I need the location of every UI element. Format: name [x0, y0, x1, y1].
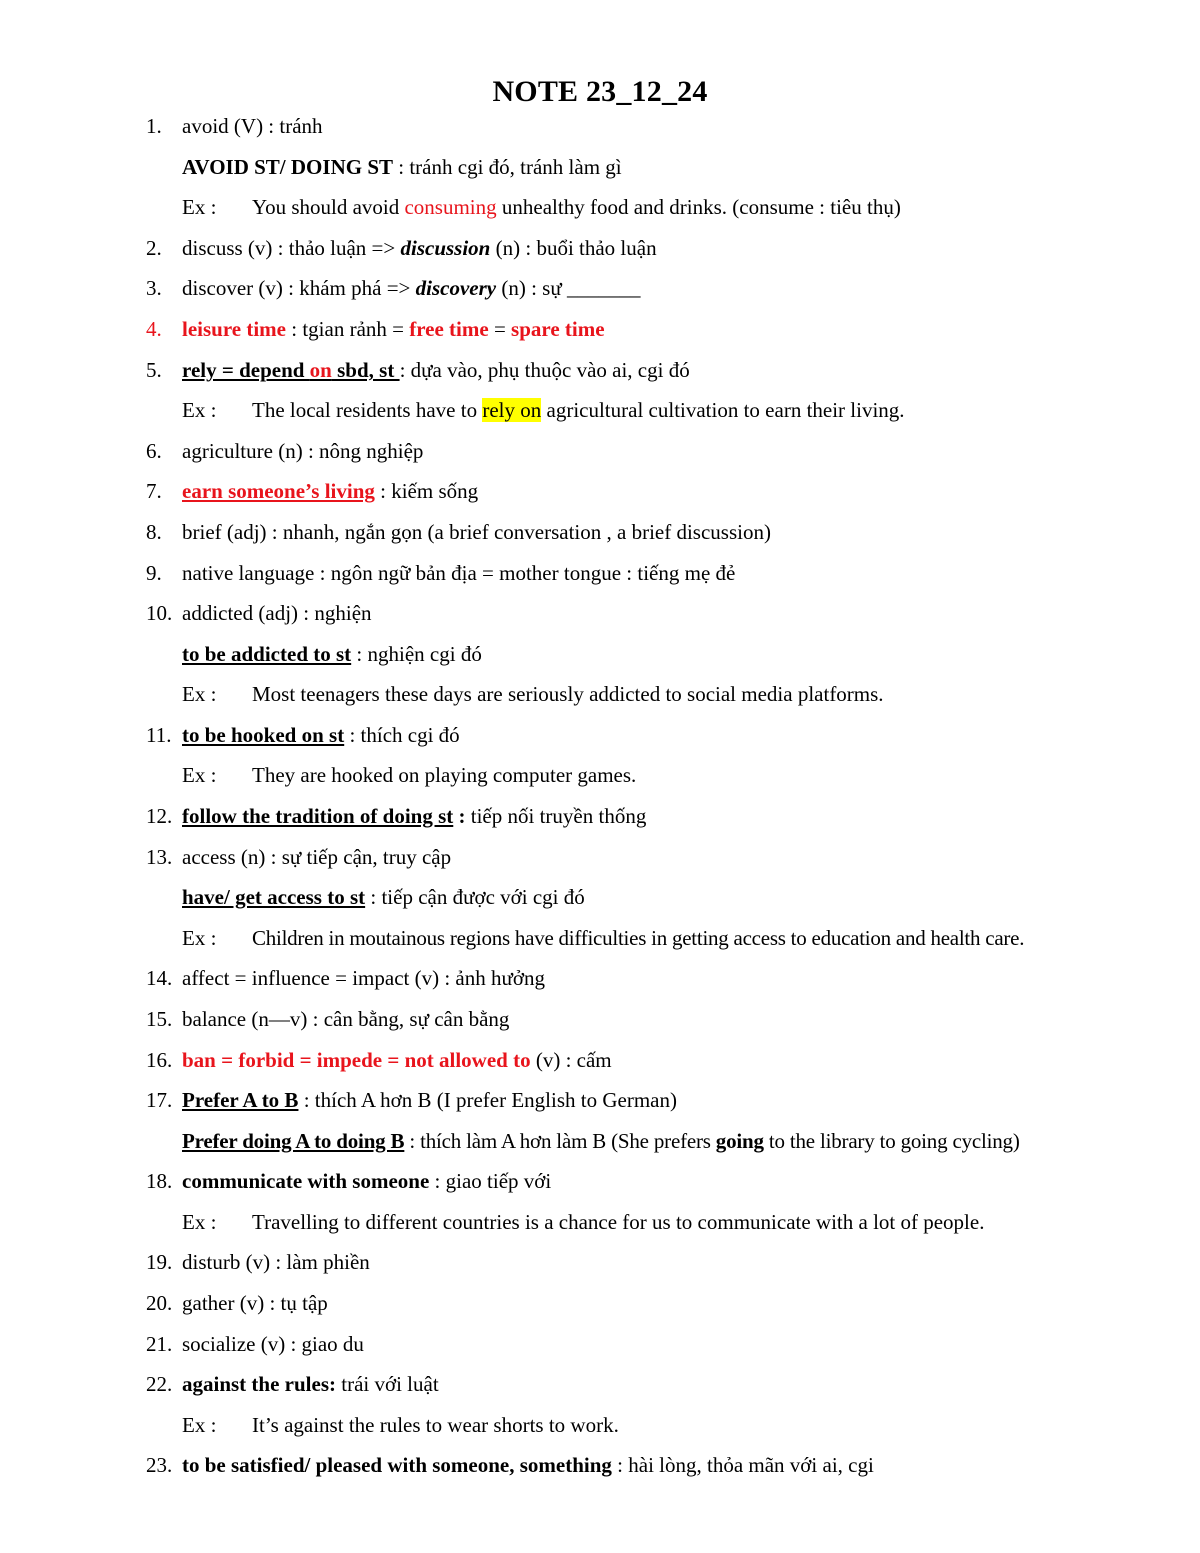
item-text — [182, 315, 605, 343]
phrase-bold-underline: have/ get access to st — [182, 885, 366, 909]
item-text — [182, 1370, 439, 1398]
item-number: 5. — [146, 358, 162, 382]
text-part: discover (v) : khám phá => — [182, 276, 416, 300]
text-part: (n) : sự _______ — [496, 276, 641, 300]
item-number: 14. — [146, 966, 173, 990]
item-text: gather (v) : tụ tập — [182, 1291, 328, 1315]
meaning: trái với luật — [336, 1372, 439, 1396]
example-label: Ex : — [182, 763, 217, 787]
meaning: : nghiện cgi đó — [351, 642, 482, 666]
example-text — [252, 193, 901, 221]
example-part: unhealthy food and drinks. (consume : tiêu thụ) — [496, 195, 901, 219]
item-number: 4. — [146, 317, 162, 341]
meaning: (v) : cấm — [530, 1048, 612, 1072]
item-number: 3. — [146, 276, 162, 300]
item-text — [182, 477, 478, 505]
phrase-bold: leisure time — [182, 317, 286, 341]
meaning: : tgian rảnh = — [286, 317, 410, 341]
item-text: access (n) : sự tiếp cận, truy cập — [182, 845, 452, 869]
example-label: Ex : — [182, 1413, 217, 1437]
phrase-bold-underline: follow the tradition of doing st — [182, 804, 454, 828]
item-number: 11. — [146, 723, 172, 747]
phrase-bold-underline: to be hooked on st — [182, 723, 345, 747]
highlight-yellow: rely on — [482, 398, 542, 422]
item-number: 9. — [146, 561, 162, 585]
phrase-bold-underline: to be addicted to st — [182, 642, 352, 666]
item-text: addicted (adj) : nghiện — [182, 601, 372, 625]
item-number: 10. — [146, 601, 173, 625]
item-number: 13. — [146, 845, 173, 869]
item-text — [182, 1451, 874, 1479]
meaning: : thích cgi đó — [344, 723, 460, 747]
example-text — [252, 396, 905, 424]
text-part: discuss (v) : thảo luận => — [182, 236, 401, 260]
item-text — [182, 153, 622, 181]
item-text — [182, 1127, 1020, 1155]
item-number: 6. — [146, 439, 162, 463]
meaning: : kiếm sống — [374, 479, 479, 503]
item-text — [182, 883, 585, 911]
item-number: 12. — [146, 804, 173, 828]
phrase-part: sbd, st — [331, 358, 400, 382]
item-number: 22. — [146, 1372, 173, 1396]
highlight-red: on — [309, 358, 332, 382]
meaning: : tiếp cận được với cgi đó — [365, 885, 585, 909]
example-label: Ex : — [182, 398, 217, 422]
item-number: 8. — [146, 520, 162, 544]
phrase-bold-underline: Prefer A to B — [182, 1088, 299, 1112]
phrase-bold: AVOID ST/ DOING ST — [182, 155, 394, 179]
page-title: NOTE 23_12_24 — [492, 75, 708, 108]
item-number: 19. — [146, 1250, 173, 1274]
item-text — [182, 721, 460, 749]
meaning: : dựa vào, phụ thuộc vào ai, cgi đó — [399, 358, 690, 382]
phrase-bold: spare time — [511, 317, 605, 341]
item-number: 17. — [146, 1088, 173, 1112]
phrase-bold-red: ban = forbid = impede = not allowed to — [182, 1048, 531, 1072]
phrase-bold: free time — [409, 317, 489, 341]
example-part: The local residents have to — [252, 398, 483, 422]
example-text: Children in moutainous regions have difficulties in getting access to education and health care. — [252, 926, 1025, 950]
phrase-bold-underline — [182, 358, 400, 382]
phrase-bold-underline: Prefer doing A to doing B — [182, 1129, 405, 1153]
phrase-bold-italic: discussion — [400, 236, 491, 260]
meaning: tiếp nối truyền thống — [465, 804, 647, 828]
text-part: (n) : buổi thảo luận — [490, 236, 657, 260]
item-text — [182, 640, 482, 668]
item-text — [182, 1167, 551, 1195]
item-text: affect = influence = impact (v) : ảnh hưởng — [182, 966, 545, 990]
phrase-bold: against the rules: — [182, 1372, 336, 1396]
example-label: Ex : — [182, 1210, 217, 1234]
item-text: native language : ngôn ngữ bản địa = mother tongue : tiếng mẹ đẻ — [182, 561, 736, 585]
colon: : — [453, 804, 466, 828]
example-label: Ex : — [182, 926, 217, 950]
meaning: : thích làm A hơn làm B (She prefers — [404, 1129, 716, 1153]
item-text: avoid (V) : tránh — [182, 114, 323, 138]
item-text — [182, 1046, 612, 1074]
item-number: 15. — [146, 1007, 173, 1031]
item-number: 23. — [146, 1453, 173, 1477]
example-text: It’s against the rules to wear shorts to work. — [252, 1413, 619, 1437]
item-number: 7. — [146, 479, 162, 503]
item-text: balance (n—v) : cân bằng, sự cân bằng — [182, 1007, 510, 1031]
example-label: Ex : — [182, 682, 217, 706]
item-number: 18. — [146, 1169, 173, 1193]
meaning: : thích A hơn B (I prefer English to German) — [298, 1088, 677, 1112]
example-part: You should avoid — [252, 195, 405, 219]
phrase-bold: communicate with someone — [182, 1169, 430, 1193]
example-part: agricultural cultivation to earn their living. — [541, 398, 905, 422]
item-text: disturb (v) : làm phiền — [182, 1250, 370, 1274]
item-text: brief (adj) : nhanh, ngắn gọn (a brief conversation , a brief discussion) — [182, 520, 771, 544]
meaning: : giao tiếp với — [429, 1169, 552, 1193]
phrase-bold: to be satisfied/ pleased with someone, something — [182, 1453, 612, 1477]
equals: = — [488, 317, 512, 341]
phrase-bold-underline-red: earn someone’s living — [182, 479, 375, 503]
meaning: : hài lòng, thỏa mãn với ai, cgi — [611, 1453, 874, 1477]
item-number: 20. — [146, 1291, 173, 1315]
phrase-bold: going — [715, 1129, 764, 1153]
item-text — [182, 802, 646, 830]
example-text: Most teenagers these days are seriously addicted to social media platforms. — [252, 682, 884, 706]
item-text — [182, 274, 640, 302]
item-text: agriculture (n) : nông nghiệp — [182, 439, 424, 463]
item-text — [182, 234, 657, 262]
item-number: 21. — [146, 1332, 173, 1356]
item-text — [182, 356, 690, 384]
meaning: : tránh cgi đó, tránh làm gì — [393, 155, 622, 179]
highlight-red: consuming — [404, 195, 497, 219]
phrase-bold-italic: discovery — [415, 276, 497, 300]
item-number: 1. — [146, 114, 162, 138]
example-label: Ex : — [182, 195, 217, 219]
item-number: 2. — [146, 236, 162, 260]
phrase-part: rely = depend — [182, 358, 310, 382]
item-text — [182, 1086, 677, 1114]
example-text: Travelling to different countries is a chance for us to communicate with a lot of people. — [252, 1210, 985, 1234]
item-number: 16. — [146, 1048, 173, 1072]
meaning: to the library to going cycling) — [763, 1129, 1020, 1153]
example-text: They are hooked on playing computer games. — [252, 763, 637, 787]
item-text: socialize (v) : giao du — [182, 1332, 364, 1356]
